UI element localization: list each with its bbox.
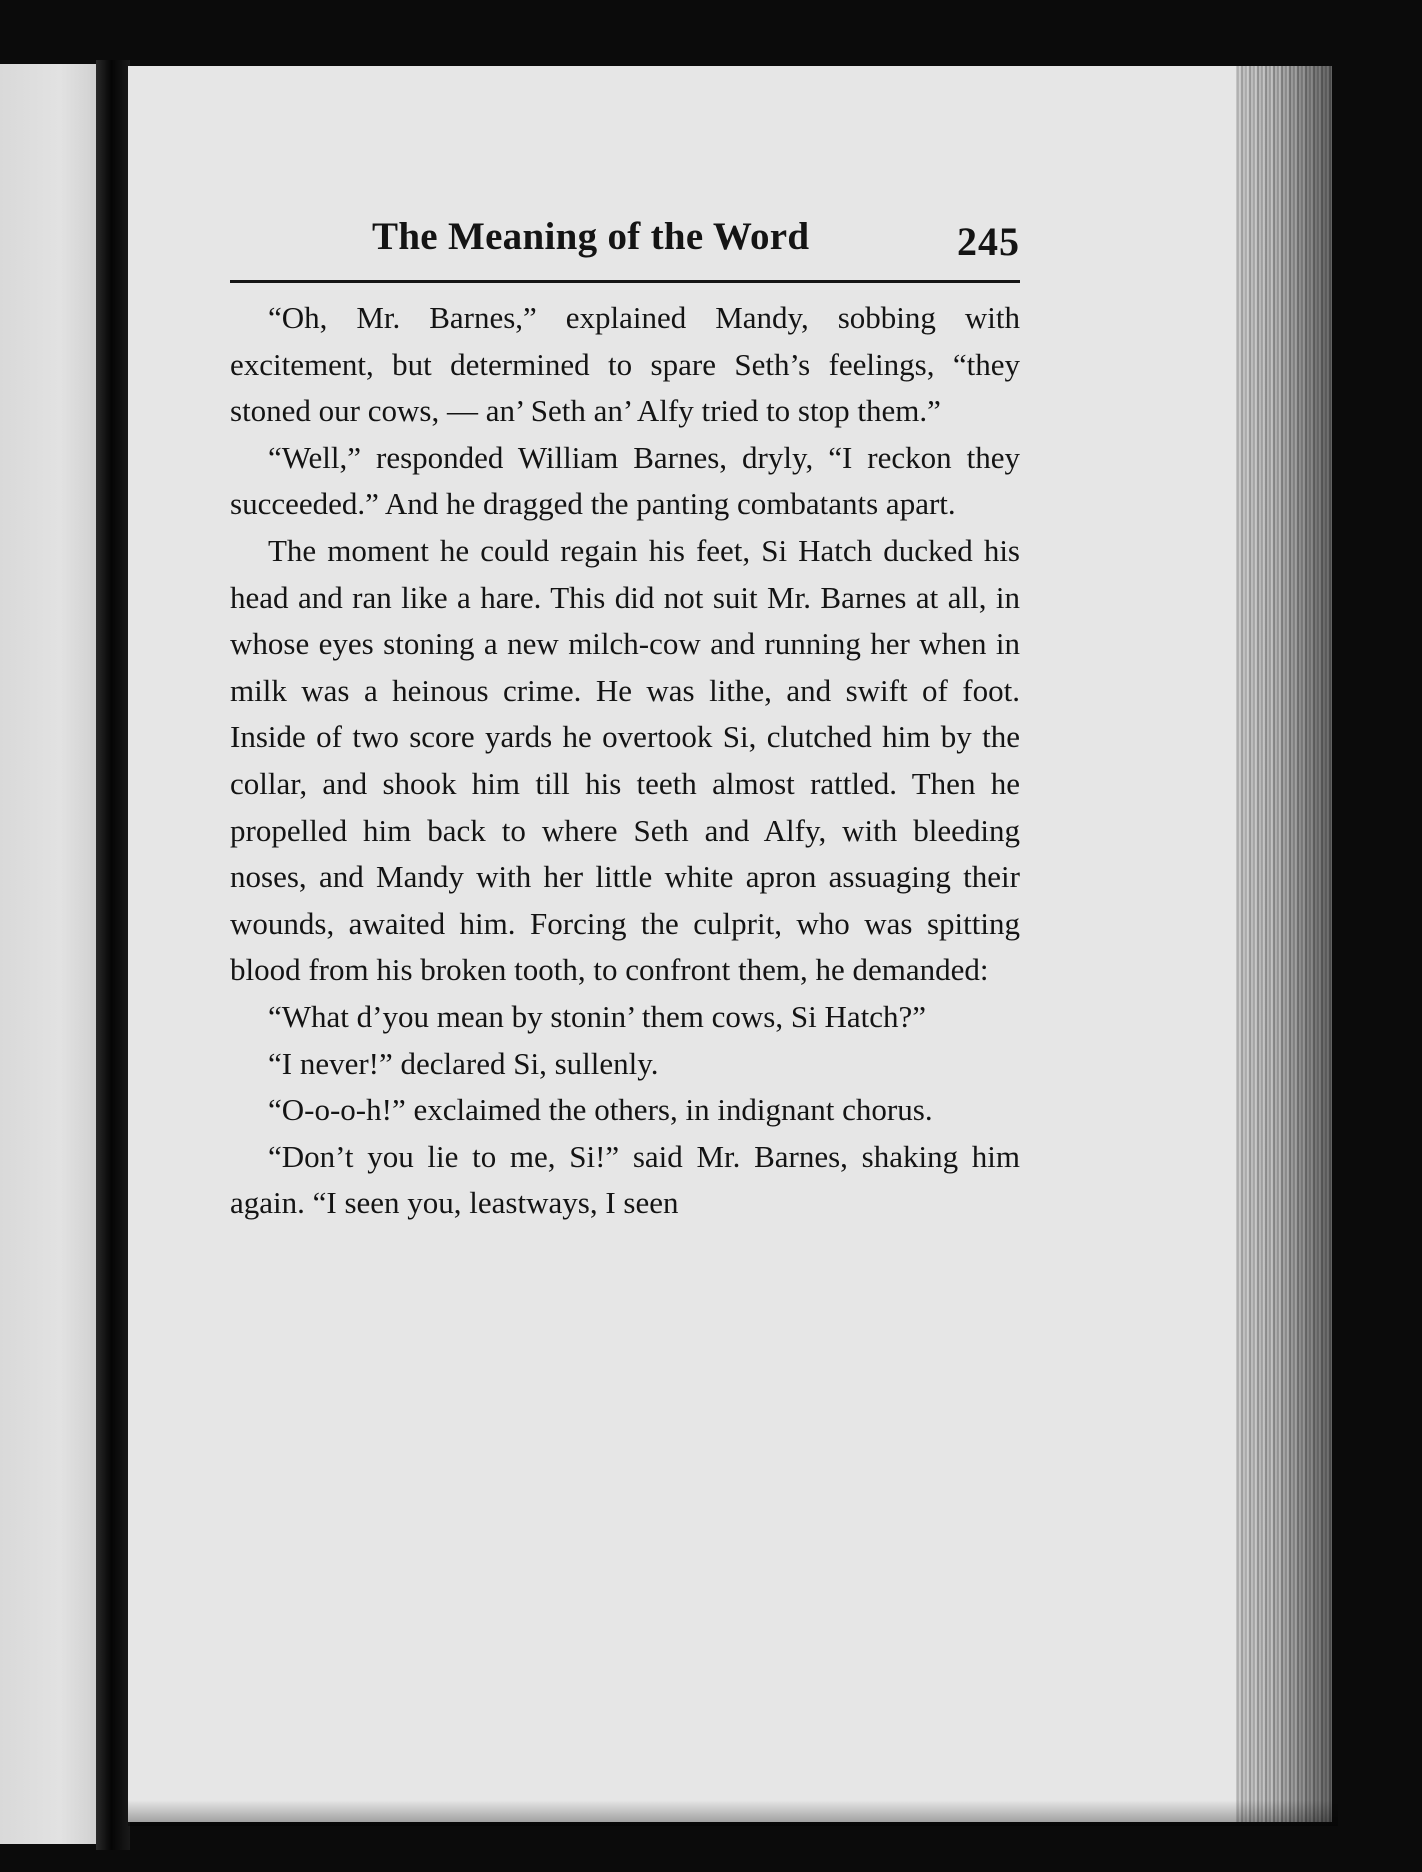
book-gutter xyxy=(96,60,130,1850)
paragraph: “What d’you mean by stonin’ them cows, Si Hatch?” xyxy=(268,998,926,1034)
running-head xyxy=(230,210,1020,272)
paragraph: “Well,” responded William Barnes, dryly, “I reckon they succeeded.” And he dragged the panting combatants apart. xyxy=(230,439,1020,522)
text-block xyxy=(230,210,1020,1227)
page-bottom-shadow xyxy=(128,1800,1338,1826)
page-edges-shade xyxy=(1236,66,1332,1822)
running-title: The Meaning of the Word xyxy=(372,215,810,258)
paragraph: “Don’t you lie to me, Si!” said Mr. Barnes, shaking him again. “I seen you, leastways, I seen xyxy=(230,1138,1020,1221)
page-number: 245 xyxy=(957,219,1020,264)
paragraph: “Oh, Mr. Barnes,” explained Mandy, sobbing with excitement, but determined to spare Seth’s feelings, “they stoned our cows, — an’ Seth an’ Alfy tried to stop them.” xyxy=(230,300,1020,429)
paragraph: “I never!” declared Si, sullenly. xyxy=(268,1045,659,1081)
paragraph: “O-o-o-h!” exclaimed the others, in indignant chorus. xyxy=(268,1092,933,1128)
header-rule xyxy=(230,280,1020,283)
paragraph: The moment he could regain his feet, Si Hatch ducked his head and ran like a hare. This did not suit Mr. Barnes at all, in whose eyes stoning a new milch-cow and running her when in milk was a heinous crime. He was lithe, and swift of foot. Inside of two score yards he overtook Si, clutched him by the collar, and shook him till his teeth almost rattled. Then he propelled him back to where Seth and Alfy, with bleeding noses, and Mandy with her little white apron assuaging their wounds, awaited him. Forcing the culprit, who was spitting blood from his broken tooth, to confront them, he demanded: xyxy=(230,532,1020,988)
facing-page-edge xyxy=(0,64,100,1844)
